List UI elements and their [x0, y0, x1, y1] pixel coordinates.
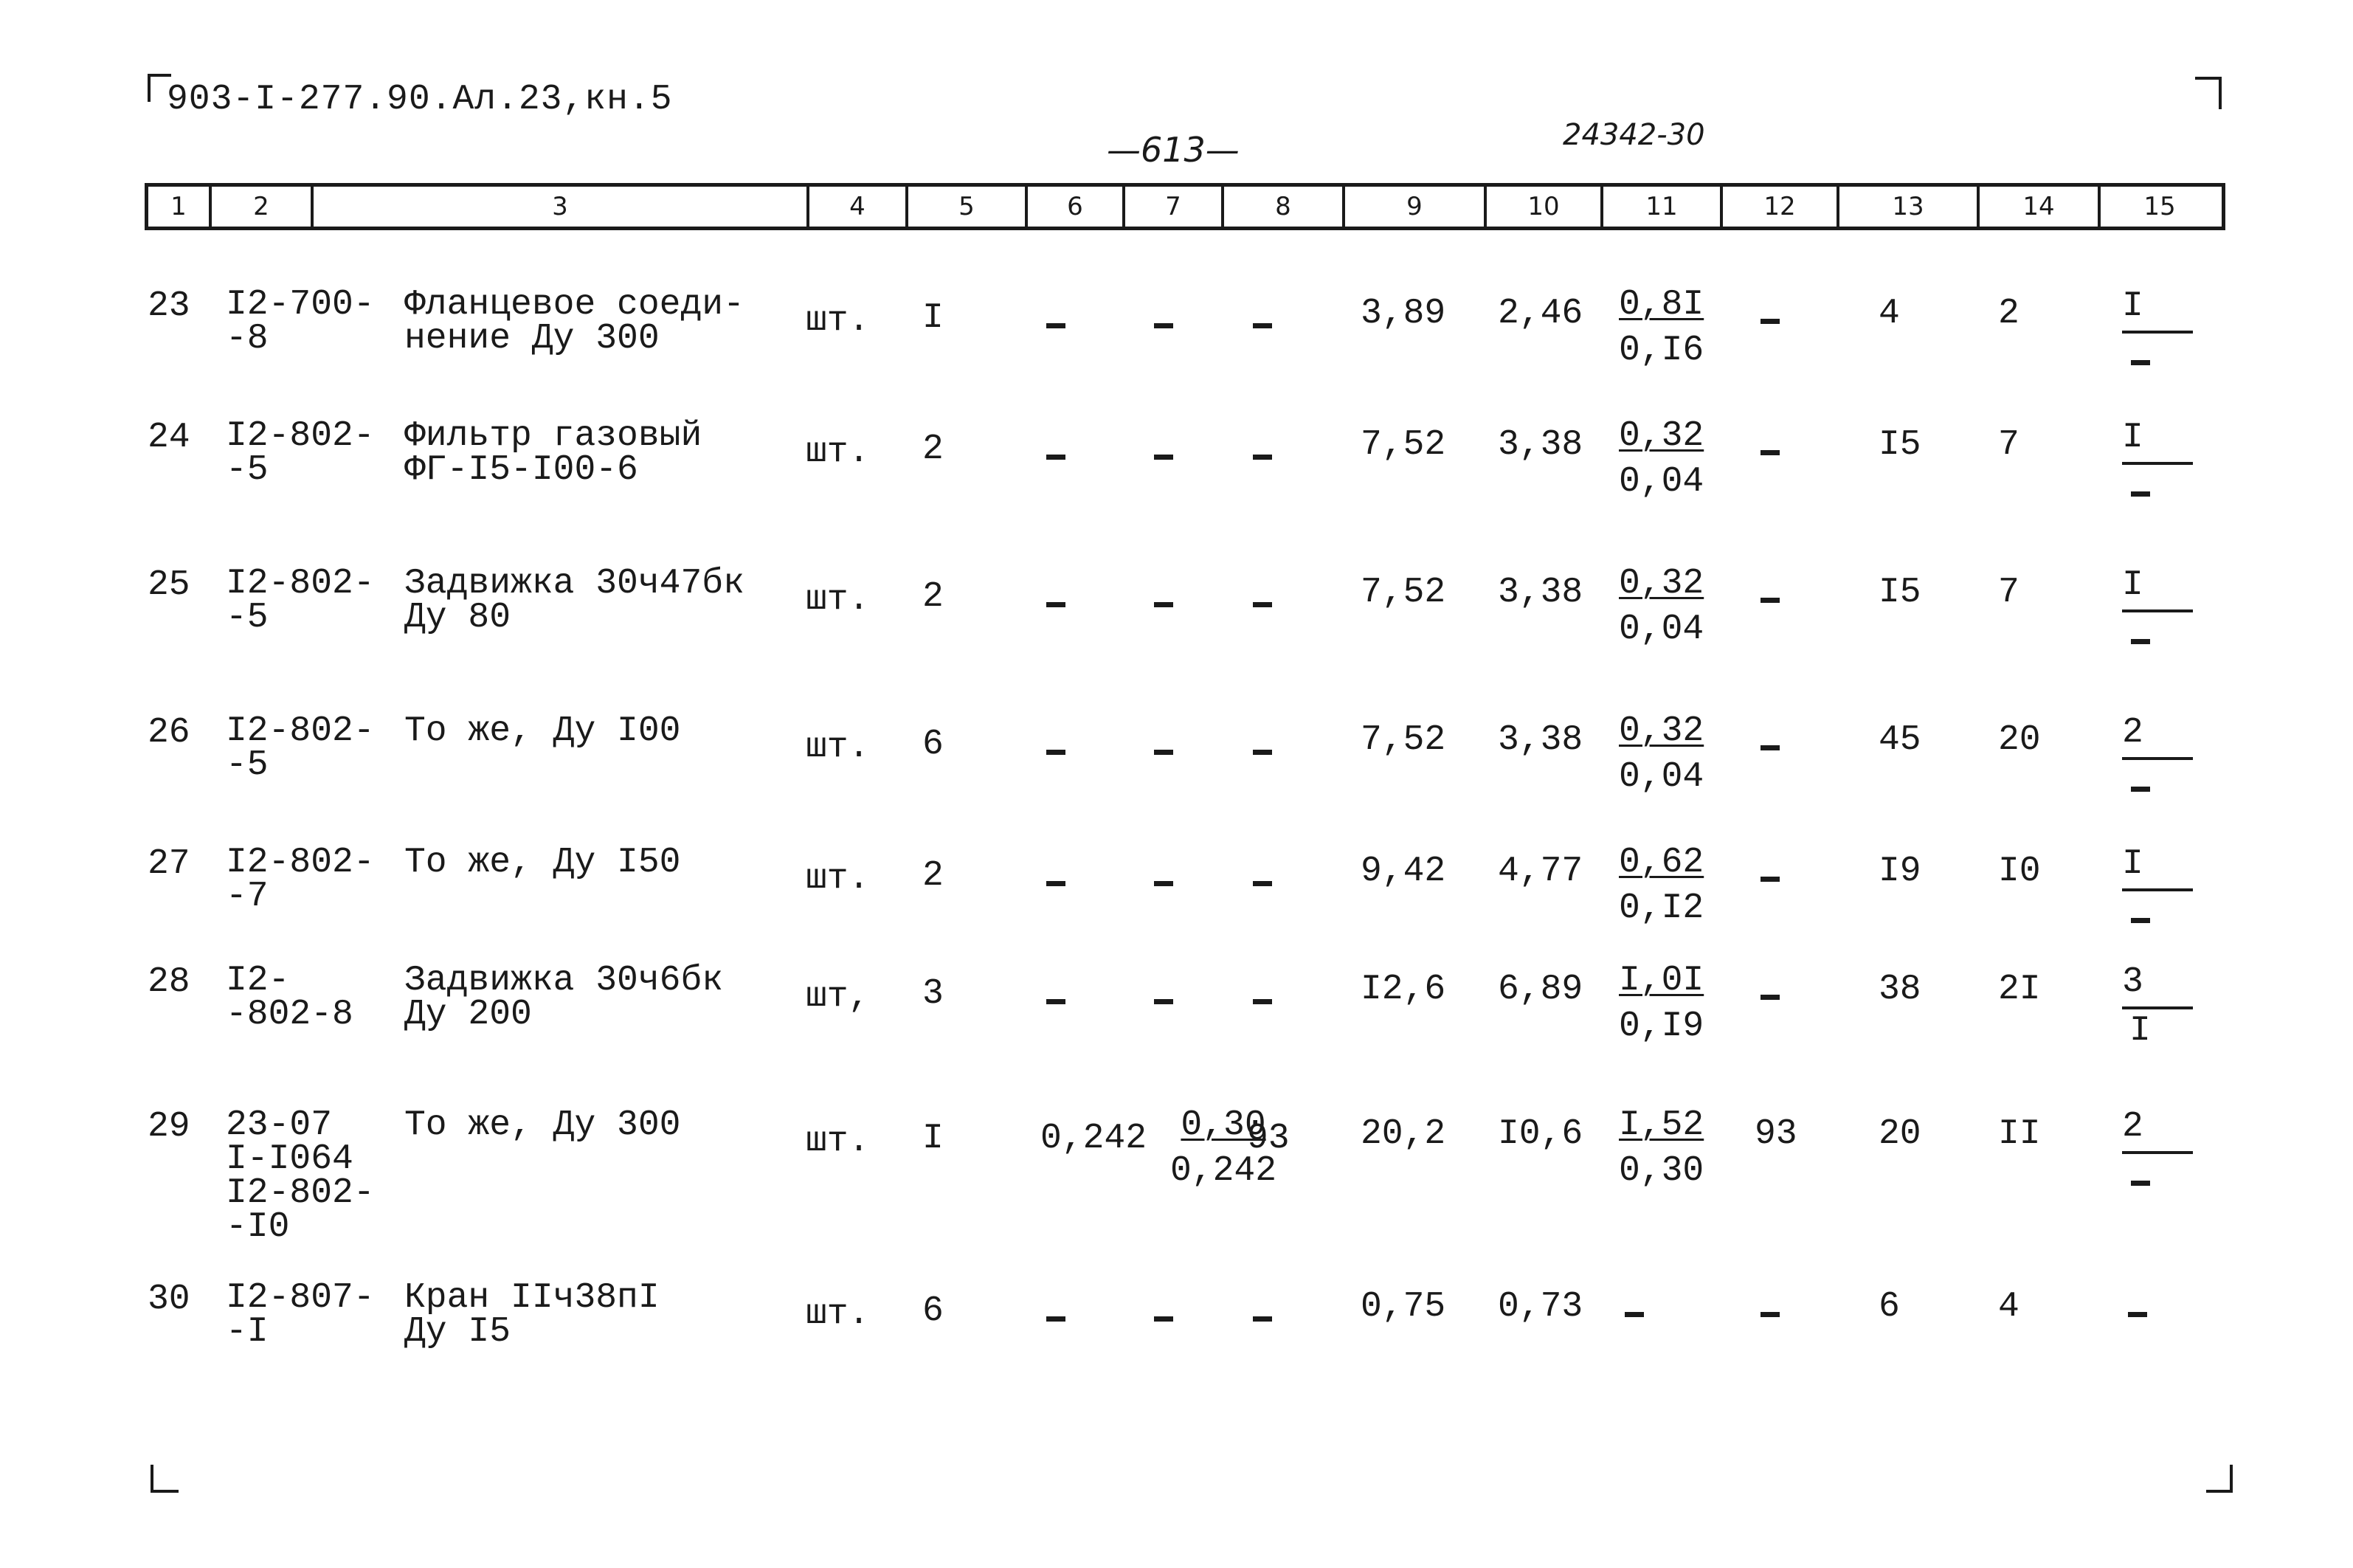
row-code-line: I2-802- — [226, 564, 375, 604]
document-code: 903-I-277.90.Ал.23,кн.5 — [167, 80, 673, 120]
row-col-10: 3,38 — [1498, 720, 1583, 760]
column-header-1: 1 — [148, 187, 212, 227]
row-name-line: Ду 80 — [404, 598, 511, 638]
row-unit: шт. — [806, 301, 870, 341]
row-col-11-numerator: 0,32 — [1619, 564, 1704, 604]
row-col-7 — [1154, 881, 1173, 886]
row-col-7 — [1154, 750, 1173, 755]
row-col-15-top: I — [2122, 565, 2143, 605]
column-header-7: 7 — [1125, 187, 1224, 227]
row-col-12 — [1761, 995, 1780, 1000]
row-col-8 — [1253, 602, 1272, 607]
row-col-7 — [1154, 602, 1173, 607]
row-name-line: Задвижка 30ч47бк — [404, 564, 744, 604]
row-col-10: 3,38 — [1498, 573, 1583, 612]
row-name-line: ФГ-I5-I00-6 — [404, 450, 638, 490]
row-col-9: 7,52 — [1361, 425, 1446, 465]
row-col-8 — [1253, 455, 1272, 460]
row-number: 25 — [148, 565, 190, 605]
row-col-10: 0,73 — [1498, 1287, 1583, 1327]
row-quantity: 2 — [922, 577, 944, 617]
row-col-15 — [2122, 962, 2151, 1051]
row-name-line: Ду 200 — [404, 995, 532, 1035]
row-code-line: -5 — [226, 745, 269, 785]
column-header-5: 5 — [908, 187, 1028, 227]
corner-mark-bottom-right — [2206, 1465, 2233, 1493]
row-code-line: I2-700- — [226, 285, 375, 325]
row-col-8 — [1253, 999, 1272, 1004]
row-col-12 — [1761, 450, 1780, 455]
row-col-8 — [1253, 750, 1272, 755]
row-quantity: 2 — [922, 856, 944, 896]
row-col-15 — [2128, 1312, 2147, 1317]
row-col-15-rule — [2122, 331, 2193, 334]
order-number: 24342-30 — [1563, 118, 1705, 152]
row-code-line: -8 — [226, 319, 269, 359]
row-name-line: Задвижка 30ч6бк — [404, 961, 724, 1001]
row-code-line: -7 — [226, 877, 269, 916]
row-col-15-bottom — [2131, 918, 2150, 923]
row-col-15-top: 3 — [2122, 962, 2143, 1002]
row-col-15-bottom — [2131, 491, 2150, 497]
row-col-14: I0 — [1998, 852, 2041, 891]
column-header-14: 14 — [1980, 187, 2101, 227]
row-col-6 — [1046, 999, 1065, 1004]
row-col-8 — [1253, 1316, 1272, 1322]
row-col-6 — [1046, 602, 1065, 607]
row-name-line: То же, Ду I00 — [404, 711, 681, 751]
row-col-15-top: 2 — [2122, 713, 2143, 753]
row-col-15-top: 2 — [2122, 1107, 2143, 1147]
row-unit: шт. — [806, 728, 870, 767]
row-code-line: I2-802- — [226, 843, 375, 883]
row-code-line: I2-807- — [226, 1278, 375, 1318]
row-col-10: 2,46 — [1498, 294, 1583, 334]
row-col-13: 4 — [1879, 294, 1900, 334]
row-col-10: I0,6 — [1498, 1114, 1583, 1154]
row-col-10: 4,77 — [1498, 852, 1583, 891]
row-col-15 — [2122, 286, 2143, 326]
row-col-11-numerator: I,52 — [1619, 1105, 1704, 1145]
row-col-10: 6,89 — [1498, 970, 1583, 1009]
row-number: 30 — [148, 1279, 190, 1319]
column-header-13: 13 — [1839, 187, 1980, 227]
row-code-line: I-I064 — [226, 1139, 353, 1179]
row-code-line: I2-802- — [226, 1173, 375, 1213]
row-col-11-denominator: 0,30 — [1619, 1151, 1704, 1191]
corner-mark-bottom-left — [151, 1465, 179, 1493]
row-col-15-rule — [2122, 1006, 2193, 1009]
row-number: 28 — [148, 962, 190, 1002]
row-col-11-numerator: 0,32 — [1619, 711, 1704, 751]
row-col-11-denominator: 0,04 — [1619, 757, 1704, 797]
row-col-15-bottom — [2131, 1181, 2150, 1186]
row-col-11-denominator: 0,I6 — [1619, 331, 1704, 370]
row-col-8 — [1253, 323, 1272, 328]
row-col-9: 3,89 — [1361, 294, 1446, 334]
row-col-11-numerator: 0,32 — [1619, 416, 1704, 456]
row-col-11 — [1619, 282, 1704, 373]
row-col-9: 20,2 — [1361, 1114, 1446, 1154]
row-unit: шт. — [806, 580, 870, 620]
row-col-14: 2I — [1998, 970, 2041, 1009]
row-code-line: -5 — [226, 598, 269, 638]
row-quantity: 2 — [922, 429, 944, 469]
row-col-14: II — [1998, 1114, 2041, 1154]
row-code-line: -I — [226, 1312, 269, 1352]
row-quantity: 6 — [922, 725, 944, 764]
row-col-13: 6 — [1879, 1287, 1900, 1327]
row-number: 23 — [148, 286, 190, 326]
row-col-6: 0,242 — [1040, 1119, 1147, 1158]
column-header-6: 6 — [1028, 187, 1125, 227]
row-col-15-top: I — [2122, 286, 2143, 326]
row-col-13: I5 — [1879, 425, 1921, 465]
row-col-12: 93 — [1755, 1114, 1797, 1154]
row-col-15-rule — [2122, 462, 2193, 465]
corner-mark-top-right — [2195, 77, 2222, 109]
row-col-15 — [2122, 565, 2143, 605]
row-col-6 — [1046, 455, 1065, 460]
row-col-6 — [1046, 881, 1065, 886]
row-col-15-rule — [2122, 757, 2193, 760]
row-number: 24 — [148, 418, 190, 457]
row-col-15-bottom: I — [2129, 1011, 2151, 1051]
row-col-14: 2 — [1998, 294, 2019, 334]
row-col-14: 20 — [1998, 720, 2041, 760]
row-col-11-numerator: I,0I — [1619, 961, 1704, 1001]
column-header-15: 15 — [2143, 192, 2176, 221]
row-code-line: -802-8 — [226, 995, 353, 1035]
row-code-line: 23-07 — [226, 1105, 333, 1145]
row-col-11 — [1619, 1102, 1704, 1194]
row-col-15 — [2122, 844, 2143, 884]
row-col-11 — [1625, 1312, 1644, 1317]
row-col-15-rule — [2122, 888, 2193, 891]
row-code-line: -I0 — [226, 1207, 290, 1247]
row-name-line: нение Ду 300 — [404, 319, 660, 359]
row-col-13: 45 — [1879, 720, 1921, 760]
row-col-15-bottom — [2131, 787, 2150, 792]
row-col-10: 3,38 — [1498, 425, 1583, 465]
row-col-7-numerator: 0,30 — [1181, 1105, 1266, 1145]
page-number: —613— — [1107, 130, 1240, 170]
row-col-15 — [2122, 713, 2143, 753]
row-col-11 — [1619, 413, 1704, 505]
column-header-2: 2 — [212, 187, 314, 227]
row-col-14: 7 — [1998, 425, 2019, 465]
row-number: 26 — [148, 713, 190, 753]
row-unit: шт. — [806, 1294, 870, 1334]
row-unit: шт. — [806, 1122, 870, 1161]
column-header-8: 8 — [1224, 187, 1345, 227]
row-quantity: I — [922, 1119, 944, 1158]
column-header-11: 11 — [1603, 187, 1723, 227]
row-col-12 — [1761, 1312, 1780, 1317]
row-col-11 — [1619, 561, 1704, 652]
row-col-15 — [2122, 1107, 2143, 1147]
row-code-line: -5 — [226, 450, 269, 490]
row-col-12 — [1761, 745, 1780, 750]
row-col-15-top: I — [2122, 418, 2143, 457]
row-col-11 — [1619, 958, 1704, 1049]
row-col-11-numerator: 0,8I — [1619, 285, 1704, 325]
row-col-7-denominator: 0,242 — [1170, 1151, 1277, 1191]
row-col-12 — [1761, 319, 1780, 324]
row-quantity: 6 — [922, 1291, 944, 1331]
row-quantity: 3 — [922, 974, 944, 1014]
row-name-line: То же, Ду I50 — [404, 843, 681, 883]
row-col-8 — [1253, 881, 1272, 886]
row-code-line: I2-802- — [226, 416, 375, 456]
row-name-line: Фильтр газовый — [404, 416, 702, 456]
row-name-line: Фланцевое соеди- — [404, 285, 744, 325]
row-code-line: I2-802- — [226, 711, 375, 751]
row-col-14: 7 — [1998, 573, 2019, 612]
row-col-13: 20 — [1879, 1114, 1921, 1154]
row-col-11 — [1619, 840, 1704, 931]
column-header-9: 9 — [1345, 187, 1487, 227]
row-col-15-top: I — [2122, 844, 2143, 884]
row-name-line: Кран IIч38пI — [404, 1278, 660, 1318]
row-col-6 — [1046, 1316, 1065, 1322]
row-col-9: 9,42 — [1361, 852, 1446, 891]
row-col-15-bottom — [2131, 639, 2150, 644]
row-col-6 — [1046, 323, 1065, 328]
column-header-10: 10 — [1487, 187, 1603, 227]
row-col-7 — [1154, 999, 1173, 1004]
row-unit: шт. — [806, 432, 870, 472]
row-col-14: 4 — [1998, 1287, 2019, 1327]
row-col-13: 38 — [1879, 970, 1921, 1009]
row-col-13: I9 — [1879, 852, 1921, 891]
row-col-12 — [1761, 877, 1780, 882]
row-name-line: То же, Ду 300 — [404, 1105, 681, 1145]
row-name-line: Ду I5 — [404, 1312, 511, 1352]
row-col-12 — [1761, 598, 1780, 603]
row-col-9: 0,75 — [1361, 1287, 1446, 1327]
table-header — [145, 183, 2225, 230]
row-unit: шт. — [806, 859, 870, 899]
row-col-11-denominator: 0,04 — [1619, 462, 1704, 502]
row-col-9: 7,52 — [1361, 720, 1446, 760]
row-unit: шт, — [806, 977, 870, 1017]
row-col-15 — [2122, 418, 2143, 457]
row-col-8: 93 — [1247, 1119, 1290, 1158]
row-col-11-denominator: 0,I9 — [1619, 1006, 1704, 1046]
row-number: 29 — [148, 1107, 190, 1147]
column-header-3: 3 — [314, 187, 809, 227]
row-col-15-rule — [2122, 1151, 2193, 1154]
column-header-4: 4 — [809, 187, 908, 227]
row-col-7 — [1154, 455, 1173, 460]
row-col-11-denominator: 0,04 — [1619, 609, 1704, 649]
row-col-15-rule — [2122, 609, 2193, 612]
row-number: 27 — [148, 844, 190, 884]
row-quantity: I — [922, 298, 944, 338]
row-col-15-bottom — [2131, 360, 2150, 365]
row-col-7 — [1154, 323, 1173, 328]
column-header-12: 12 — [1723, 187, 1839, 227]
row-col-11 — [1619, 708, 1704, 800]
row-col-9: I2,6 — [1361, 970, 1446, 1009]
row-col-11-denominator: 0,I2 — [1619, 888, 1704, 928]
row-col-7 — [1154, 1316, 1173, 1322]
row-col-9: 7,52 — [1361, 573, 1446, 612]
row-col-11-numerator: 0,62 — [1619, 843, 1704, 883]
row-col-13: I5 — [1879, 573, 1921, 612]
row-col-6 — [1046, 750, 1065, 755]
row-code-line: I2- — [226, 961, 290, 1001]
